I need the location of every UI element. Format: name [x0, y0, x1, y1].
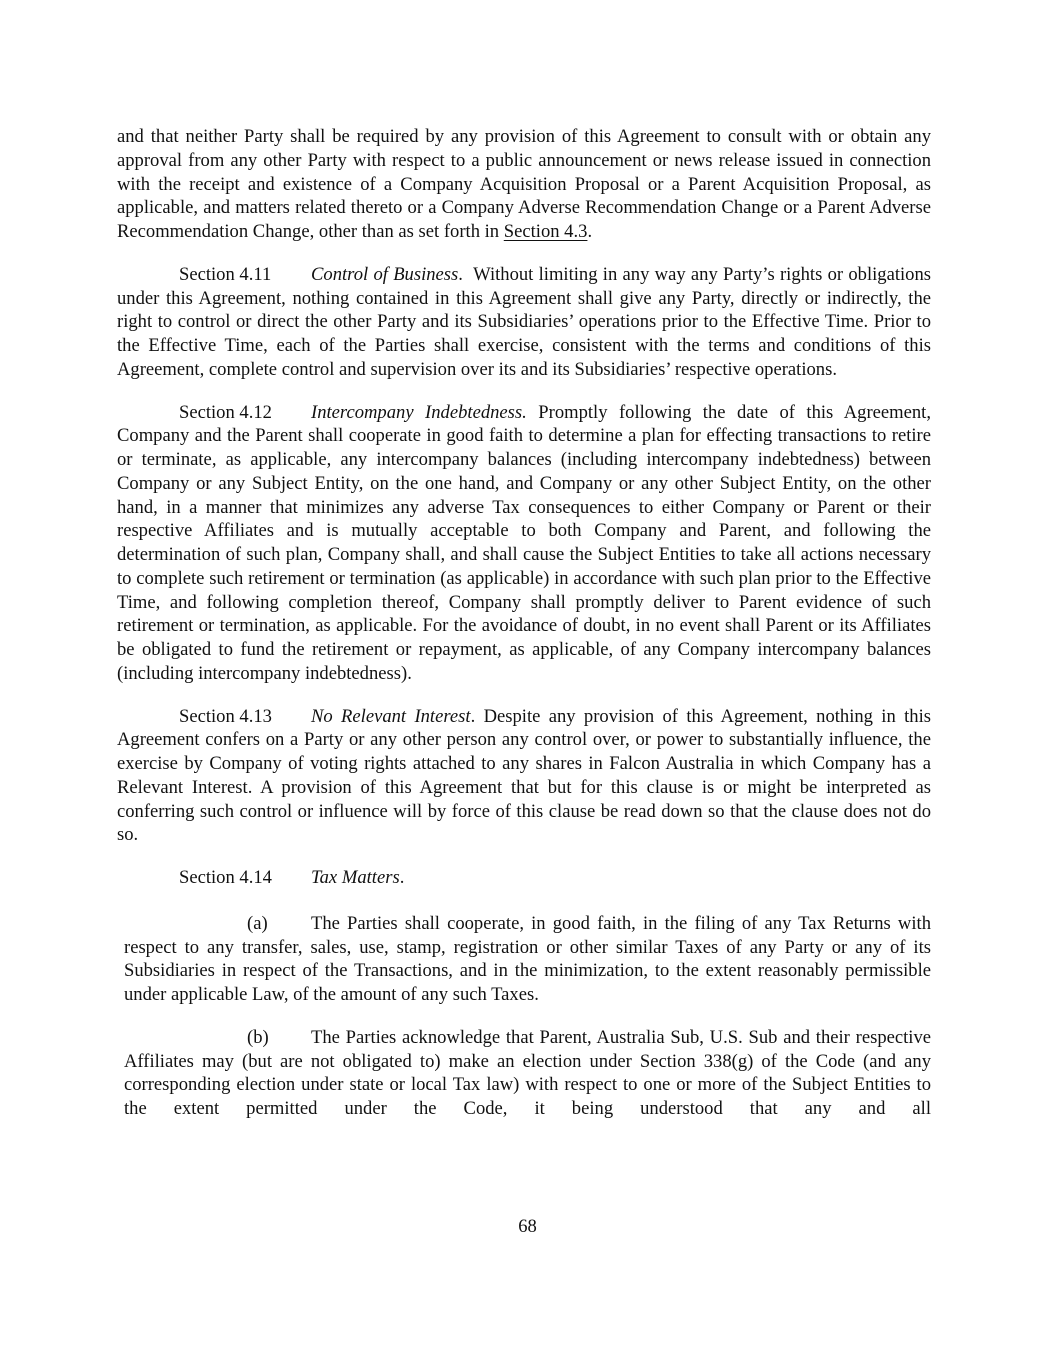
section-title-suffix: . [458, 263, 463, 285]
continuation-text: and that neither Party shall be required by any provision of this Agreement to consult with or obtain any approval from any other Party with respect to a public announcement or news release issued in connection with the receipt and existence of a Company Acquisition Proposal or a Parent Acquisition Proposal, as applicable, and matters related thereto or a Company Adverse Recommendation Change or a Parent Adverse Recommendation Change, other than as set forth in [117, 126, 931, 242]
section-number: Section 4.11 [179, 263, 272, 285]
subsection-body: The Parties acknowledge that Parent, Australia Sub, U.S. Sub and their respective Affiliates may (but are not obligated to) make an election under Section 338(g) of the Code (and any corresponding election under state or local Tax law) with respect to one or more of the Subject Entities to the extent permitted under the Code, it being understood that any and all [124, 1026, 931, 1119]
section-body: Despite any provision of this Agreement, nothing in this Agreement confers on a Party or any other person any control over, or power to substantially influence, the exercise by Company of voting rights attached to any shares in Falcon Australia in which Company has a Relevant Interest. A provision of this Agreement that but for this clause is or might be interpreted as conferring such control or influence will by force of this clause be read down so that the clause does not do so. [117, 705, 931, 846]
section-title-suffix: . [470, 705, 476, 727]
section-body: Promptly following the date of this Agreement, Company and the Parent shall cooperate in good faith to determine a plan for effecting transactions to retire or terminate, as applicable, any intercompany balances (including intercompany indebtedness) between Company or any Subject Entity, on the one hand, and Company or any other Subject Entity, on the other hand, in a manner that minimizes any adverse Tax consequences to either Company or Parent or their respective Affiliates and is mutually acceptable to both Company and Parent, and following the determination of such plan, Company shall, and shall cause the Subject Entities to take all actions necessary to complete such retirement or termination (as applicable) in accordance with such plan prior to the Effective Time, and following completion thereof, Company shall promptly deliver to Parent evidence of such retirement or termination, as applicable. For the avoidance of doubt, in no event shall Parent or its Affiliates be obligated to fund the retirement or repayment, as applicable, of any Company intercompany balances (including intercompany indebtedness). [117, 401, 931, 684]
page-number: 68 [518, 1216, 537, 1237]
subsection-a [124, 912, 931, 1007]
section-title: Tax Matters [311, 867, 400, 888]
section-4-14 [117, 866, 931, 890]
section-4-13 [117, 705, 931, 848]
section-body: Without limiting in any way any Party’s rights or obligations under this Agreement, nothing contained in this Agreement shall give any Party, directly or indirectly, the right to control or direct the other Party and its Subsidiaries’ operations prior to the Effective Time. Prior to the Effective Time, each of the Parties shall exercise, consistent with the terms and conditions of this Agreement, complete control and supervision over its and its Subsidiaries’ respective operations. [117, 263, 936, 380]
subsection-b [124, 1026, 931, 1121]
section-number: Section 4.12 [179, 401, 272, 423]
document-page [117, 125, 936, 1140]
section-title-suffix: . [399, 867, 405, 888]
section-number: Section 4.14 [179, 867, 272, 888]
section-title: No Relevant Interest [311, 705, 471, 727]
section-4-12 [117, 401, 931, 686]
section-4-3-cross-reference[interactable]: Section 4.3 [503, 221, 588, 242]
subsection-body: The Parties shall cooperate, in good faith, in the filing of any Tax Returns with respect to any transfer, sales, use, stamp, registration or other similar Taxes of any Party or any of its Subsidiaries in respect of the Transactions, and in the minimization, to the extent reasonably permissible under applicable Law, of the amount of any such Taxes. [124, 912, 931, 1005]
continuation-paragraph [117, 125, 931, 244]
section-title: Control of Business [311, 263, 459, 285]
section-number: Section 4.13 [179, 705, 272, 727]
subsection-label: (b) [247, 1026, 269, 1048]
subsection-label: (a) [247, 912, 268, 934]
section-4-11 [117, 263, 936, 382]
section-title: Intercompany Indebtedness. [311, 401, 527, 423]
continuation-end: . [587, 221, 593, 242]
